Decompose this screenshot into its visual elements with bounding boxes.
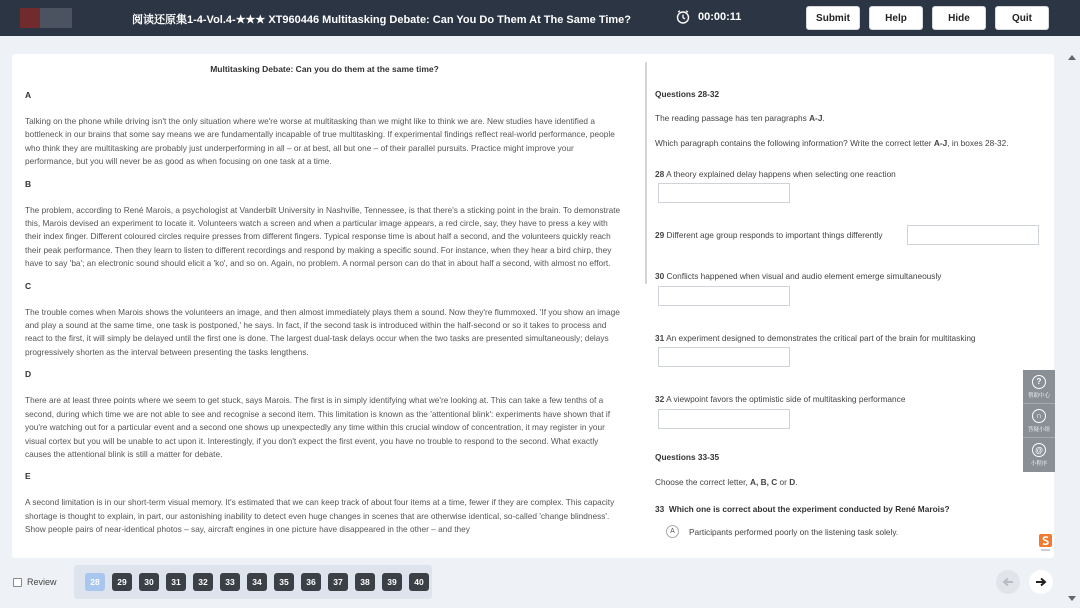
quit-button[interactable]: Quit (995, 6, 1049, 30)
question-33-text: 33 Which one is correct about the experiment conducted by René Marois? (655, 504, 950, 514)
question-nav-36[interactable]: 36 (301, 573, 321, 591)
question-29-text: 29 Different age group responds to important things differently (655, 230, 883, 240)
input-method-icon (1038, 532, 1054, 552)
question-group-title: Questions 33-35 (655, 452, 720, 462)
previous-arrow-icon[interactable] (996, 570, 1020, 594)
paragraph-letter: E (25, 471, 31, 482)
scroll-up-arrow-icon[interactable] (1068, 55, 1076, 60)
side-toolbar (1023, 370, 1055, 472)
passage-title: Multitasking Debate: Can you do them at the same time? (210, 64, 439, 74)
question-nav-28[interactable]: 28 (85, 573, 105, 591)
question-nav-31[interactable]: 31 (166, 573, 186, 591)
question-group-title: Questions 28-32 (655, 89, 720, 99)
mini-program-icon: @ (1032, 443, 1046, 457)
paragraph-text: Talking on the phone while driving isn't the only situation where we're worse at multitasking than we might like to think we are. New studies have identified a bottleneck in our brains that some say means we are fundamentally incapable of true multitasking. If experimental findings reflect real-world performance, people who think they are multitasking are probably just underperforming in all – or at best, all but one – of their parallel pursuits. Practice might improve your performance, but you will never be as good as when focusing on one task at a time. (25, 116, 615, 167)
questions-pane[interactable] (655, 54, 1047, 558)
answer-input-30[interactable] (658, 286, 790, 306)
scroll-down-arrow-icon[interactable] (1068, 596, 1076, 601)
option-a-text[interactable]: Participants performed poorly on the listening task solely. (689, 527, 899, 537)
paragraph-letter: A (25, 90, 32, 100)
top-bar (0, 0, 1080, 36)
answer-input-29[interactable] (907, 225, 1039, 245)
paragraph-letter: D (25, 369, 32, 380)
main-panel (12, 54, 1054, 558)
question-28-text: 28 A theory explained delay happens when selecting one reaction (655, 169, 896, 179)
question-circle-icon: ? (1032, 375, 1046, 389)
answer-input-32[interactable] (658, 409, 790, 429)
help-center-button[interactable]: ? 帮助中心 (1023, 370, 1055, 404)
timer: 00:00:11 (698, 11, 742, 23)
question-30-text: 30 Conflicts happened when visual and audio element emerge simultaneously (655, 271, 942, 281)
question-32-text: 32 A viewpoint favors the optimistic side of multitasking performance (655, 394, 906, 404)
qa-group-button[interactable]: ∩ 答疑小组 (1023, 404, 1055, 438)
logo (20, 8, 72, 28)
page-title: 阅读还原集1-4-Vol.4-★★★ XT960446 Multitasking Debate: Can You Do Them At The Same Time? (132, 14, 632, 26)
paragraph-letter: B (25, 178, 32, 189)
question-nav-39[interactable]: 39 (382, 573, 402, 591)
submit-button[interactable]: Submit (806, 6, 860, 30)
question-nav-38[interactable]: 38 (355, 573, 375, 591)
question-31-text: 31 An experiment designed to demonstrates the critical part of the brain for multitasking (655, 333, 976, 343)
clock-icon (675, 9, 691, 25)
question-nav-33[interactable]: 33 (220, 573, 240, 591)
page-scrollbar[interactable] (1064, 36, 1080, 608)
question-nav-29[interactable]: 29 (112, 573, 132, 591)
question-intro: The reading passage has ten paragraphs A-J. (655, 113, 825, 123)
question-nav-30[interactable]: 30 (139, 573, 159, 591)
mini-program-button[interactable]: @ 小程序 (1023, 438, 1055, 472)
question-nav-37[interactable]: 37 (328, 573, 348, 591)
help-button[interactable]: Help (869, 6, 923, 30)
paragraph-text: The problem, according to René Marois, a psychologist at Vanderbilt University in Nashville, Tennessee, is that there's a sticking point in the brain. To demonstrate this, Marois devised an experiment to locate it. Volunteers watch a screen and when a particular image appears, a red circle, say, they have to press a key with their index finger. Different coloured circles require presses from different fingers. Typical response time is about half a second, and the volunteers quickly reach their peak performance. Then they learn to listen to different recordings and respond by making a specific sound. For instance, when they hear a bird chirp, they have to say 'ba'; an electronic sound should elicit a 'ko', and so on. Again, no problem. A normal person can do that in about half a second, with almost no effort. (25, 204, 621, 269)
hide-button[interactable]: Hide (932, 6, 986, 30)
question-nav-35[interactable]: 35 (274, 573, 294, 591)
option-a-radio[interactable]: A (666, 525, 679, 538)
answer-input-28[interactable] (658, 183, 790, 203)
answer-input-31[interactable] (658, 347, 790, 367)
paragraph-letter: C (25, 280, 32, 291)
passage-pane[interactable] (12, 54, 634, 548)
paragraph-text: The trouble comes when Marois shows the volunteers an image, and then almost immediately plays them a sound. Now they're flummoxed. 'If you show an image and play a sound at the same time, one task is postponed,' he says. In fact, if the second task is introduced within the half-second or so it takes to process and react to the first, it will simply be delayed until the first one is done. The largest dual-task delays occur when the two tasks are presented simultaneously; delays progressively shorten as the interval between presenting the tasks lengthens. (25, 306, 620, 357)
question-instruction: Choose the correct letter, A, B, C or D. (655, 477, 798, 487)
question-nav-34[interactable]: 34 (247, 573, 267, 591)
paragraph-text: A second limitation is in our short-term visual memory. It's estimated that we can keep track of about four items at a time, fewer if they are complex. This capacity shortage is thought to explain, in part, our astonishing inability to detect even huge changes in scenes that are otherwise identical, so-called 'change blindness'. Show people pairs of near-identical photos – say, aircraft engines in one picture have disappeared in the other – and they (25, 497, 615, 535)
review-checkbox[interactable] (13, 578, 22, 587)
question-nav-40[interactable]: 40 (409, 573, 429, 591)
paragraph-text: There are at least three points where we seem to get stuck, says Marois. The first is in simply identifying what we're looking at. This can take a few tenths of a second, during which time we are not able to see and recognise a second item. This limitation is known as the 'attentional blink': experiments have shown that if you're watching out for a particular event and a second one shows up unexpectedly any time within this crucial window of concentration, it may register in your visual cortex but you will be unable to act upon it. Interestingly, if you don't expect the first event, you have no trouble to respond to the second. What exactly causes the attentional blink is still a matter for debate. (25, 395, 611, 459)
review-label[interactable]: Review (27, 577, 57, 587)
question-nav-32[interactable]: 32 (193, 573, 213, 591)
pane-scroll-handle[interactable] (645, 62, 647, 284)
next-arrow-icon[interactable] (1029, 570, 1053, 594)
headset-icon: ∩ (1032, 409, 1046, 423)
question-instruction: Which paragraph contains the following information? Write the correct letter A-J, in boxes 28-32. (655, 138, 1009, 148)
